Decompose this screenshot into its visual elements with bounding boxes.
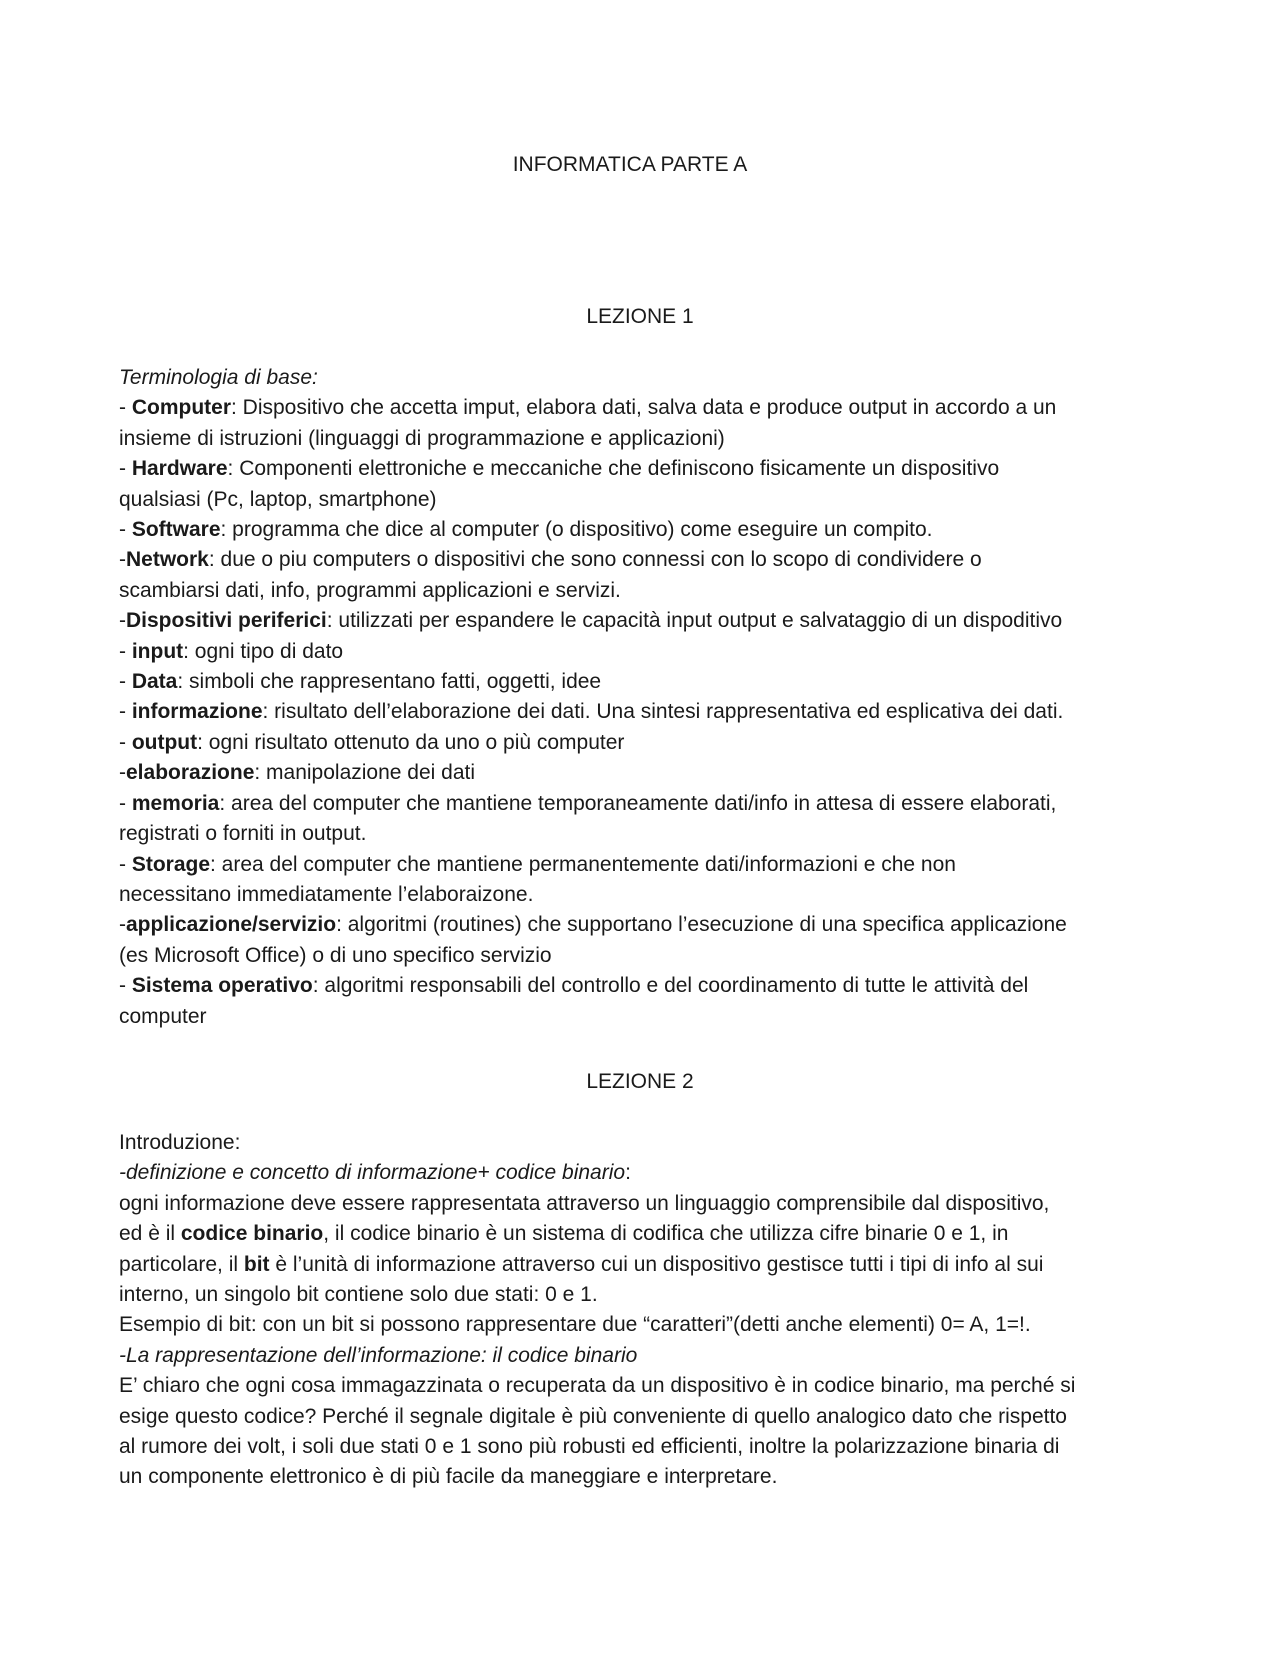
- term-entry: - Hardware: Componenti elettroniche e meccaniche che definiscono fisicamente un dispositivo: [119, 457, 1000, 481]
- subtitle-definition: -definizione e concetto di informazione+ codice binario:: [119, 1161, 631, 1185]
- term-label: Storage: [131, 852, 211, 876]
- term-entry: -elaborazione: manipolazione dei dati: [119, 761, 476, 785]
- term-label: informazione: [131, 700, 263, 724]
- paragraph-line: interno, un singolo bit contiene solo due stati: 0 e 1.: [119, 1283, 598, 1307]
- term-entry: -applicazione/servizio: algoritmi (routines) che supportano l’esecuzione di una specifica applicazione: [119, 913, 1067, 937]
- terminology-list: [119, 393, 1179, 1032]
- term-label: Hardware: [131, 457, 228, 481]
- lesson-1-subheading: Terminologia di base:: [119, 366, 318, 389]
- lesson-1-body: [119, 363, 1179, 1032]
- intro-label: Introduzione:: [119, 1131, 241, 1154]
- term-entry: - input: ogni tipo di dato: [119, 639, 344, 663]
- term-label: applicazione/servizio: [126, 913, 337, 937]
- term-entry: -Network: due o piu computers o dispositivi che sono connessi con lo scopo di condividere o: [119, 548, 982, 572]
- paragraph-line: ogni informazione deve essere rappresentata attraverso un linguaggio comprensibile dal dispositivo,: [119, 1191, 1050, 1215]
- term-label: Sistema operativo: [131, 974, 313, 998]
- term-entry: - Computer: Dispositivo che accetta imput, elabora dati, salva data e produce output in accordo a un: [119, 396, 1057, 420]
- paragraph-line: E’ chiaro che ogni cosa immagazzinata o recuperata da un dispositivo è in codice binario, ma perché si: [119, 1374, 1076, 1398]
- term-continuation: registrati o forniti in output.: [119, 822, 367, 846]
- term-continuation: computer: [119, 1004, 207, 1028]
- term-entry: - memoria: area del computer che mantiene temporaneamente dati/info in attesa di essere elaborati,: [119, 791, 1057, 815]
- term-entry: - Data: simboli che rappresentano fatti, oggetti, idee: [119, 670, 602, 694]
- paragraph-line: ed è il codice binario, il codice binario è un sistema di codifica che utilizza cifre binarie 0 e 1, in: [119, 1222, 1009, 1246]
- paragraph-line: Esempio di bit: con un bit si possono rappresentare due “caratteri”(detti anche elementi) 0= A, 1=!.: [119, 1313, 1031, 1337]
- term-label: Dispositivi periferici: [126, 609, 327, 633]
- paragraph-line: esige questo codice? Perché il segnale digitale è più conveniente di quello analogico dato che rispetto: [119, 1404, 1067, 1428]
- term-label: Computer: [131, 396, 231, 420]
- term-entry: - output: ogni risultato ottenuto da uno o più computer: [119, 730, 625, 754]
- paragraph-line: un componente elettronico è di più facile da maneggiare e interpretare.: [119, 1465, 778, 1489]
- term-label: Network: [126, 548, 209, 572]
- document-title: INFORMATICA PARTE A: [512, 153, 748, 176]
- term-label: memoria: [131, 791, 220, 815]
- term-entry: - informazione: risultato dell’elaborazione dei dati. Una sintesi rappresentativa ed esplicativa dei dati.: [119, 700, 1064, 724]
- term-entry: - Sistema operativo: algoritmi responsabili del controllo e del coordinamento di tutte le attività del: [119, 974, 1029, 998]
- term-entry: - Software: programma che dice al computer (o dispositivo) come eseguire un compito.: [119, 518, 933, 542]
- term-continuation: scambiarsi dati, info, programmi applicazioni e servizi.: [119, 578, 621, 602]
- term-label: Data: [131, 670, 178, 694]
- lesson-2-heading: LEZIONE 2: [586, 1070, 694, 1093]
- subtitle-representation: -La rappresentazione dell’informazione: il codice binario: [119, 1343, 638, 1367]
- lesson-1-heading: LEZIONE 1: [586, 305, 694, 328]
- term-label: elaborazione: [126, 761, 255, 785]
- paragraph-line: particolare, il bit è l’unità di informazione attraverso cui un dispositivo gestisce tutti i tipi di info al sui: [119, 1252, 1044, 1276]
- term-label: Software: [131, 518, 221, 542]
- term-continuation: necessitano immediatamente l’elaboraizone.: [119, 882, 534, 906]
- term-label: output: [131, 730, 198, 754]
- term-label: input: [131, 639, 184, 663]
- term-continuation: (es Microsoft Office) o di uno specifico servizio: [119, 943, 552, 967]
- paragraph-line: al rumore dei volt, i soli due stati 0 e 1 sono più robusti ed efficienti, inoltre la polarizzazione binaria di: [119, 1435, 1060, 1459]
- term-continuation: insieme di istruzioni (linguaggi di programmazione e applicazioni): [119, 426, 725, 450]
- term-entry: - Storage: area del computer che mantiene permanentemente dati/informazioni e che non: [119, 852, 956, 876]
- term-entry: -Dispositivi periferici: utilizzati per espandere le capacità input output e salvataggio di un dispoditivo: [119, 609, 1063, 633]
- lesson-2-body: [119, 1128, 1179, 1493]
- term-continuation: qualsiasi (Pc, laptop, smartphone): [119, 487, 437, 511]
